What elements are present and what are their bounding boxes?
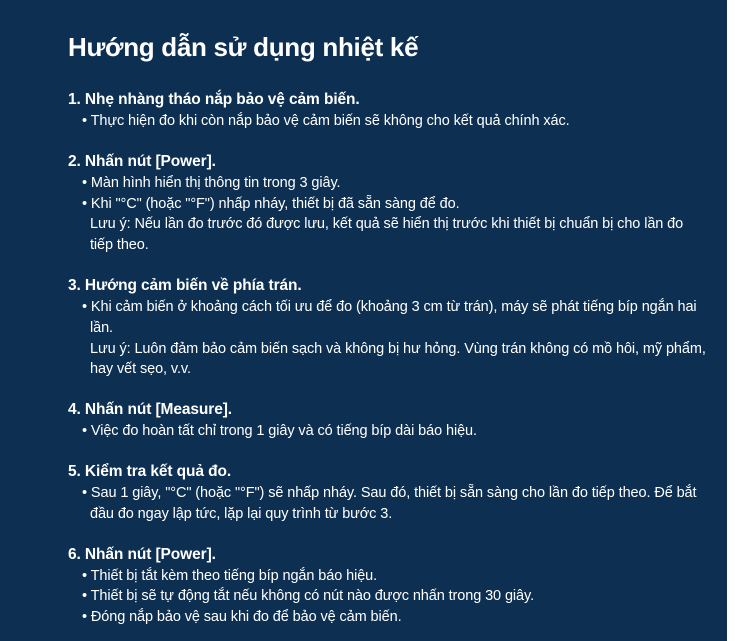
page-title: Hướng dẫn sử dụng nhiệt kế: [68, 32, 419, 62]
step-2: [68, 152, 707, 256]
step-heading: 5. Kiểm tra kết quả đo.: [68, 462, 232, 480]
step-bullet: • Thực hiện đo khi còn nắp bảo vệ cảm biến sẽ không cho kết quả chính xác.: [82, 113, 570, 129]
step-heading: 2. Nhấn nút [Power].: [68, 152, 216, 170]
step-note: Lưu ý: Luôn đảm bảo cảm biến sạch và không bị hư hỏng. Vùng trán không có mồ hôi, mỹ phẩm, hay vết sẹo, v.v.: [90, 340, 706, 378]
step-heading: 1. Nhẹ nhàng tháo nắp bảo vệ cảm biến.: [68, 91, 360, 108]
step-3: [68, 276, 707, 380]
step-5: [68, 462, 707, 525]
step-heading: 4. Nhấn nút [Measure].: [68, 401, 233, 419]
step-bullet: • Khi "°C" (hoặc "°F") nhấp nháy, thiết bị đã sẵn sàng để đo.: [82, 195, 460, 212]
step-4: [68, 400, 707, 442]
step-note: Lưu ý: Nếu lần đo trước đó được lưu, kết quả sẽ hiển thị trước khi thiết bị chuẩn bị cho lần đo tiếp theo.: [90, 216, 684, 254]
step-bullet: • Việc đo hoàn tất chỉ trong 1 giây và có tiếng bíp dài báo hiệu.: [82, 423, 477, 440]
step-bullet: • Đóng nắp bảo vệ sau khi đo để bảo vệ cảm biến.: [82, 609, 402, 626]
step-heading: 3. Hướng cảm biến về phía trán.: [68, 276, 302, 294]
step-bullet: • Màn hình hiển thị thông tin trong 3 giây.: [82, 174, 341, 191]
step-bullet: • Khi cảm biến ở khoảng cách tối ưu để đo (khoảng 3 cm từ trán), máy sẽ phát tiếng bíp ngắn hai lần.: [82, 298, 697, 336]
step-heading: 6. Nhấn nút [Power].: [68, 545, 216, 563]
step-1: [68, 90, 707, 132]
step-bullet: • Thiết bị tắt kèm theo tiếng bíp ngắn báo hiệu.: [82, 567, 378, 584]
step-bullet: • Sau 1 giây, "°C" (hoặc "°F") sẽ nhấp nháy. Sau đó, thiết bị sẵn sàng cho lần đo tiếp theo. Để bắt đầu đo ngay lập tức, lặp lại quy trình từ bước 3.: [82, 484, 697, 522]
step-bullet: • Thiết bị sẽ tự động tắt nếu không có nút nào được nhấn trong 30 giây.: [82, 588, 535, 605]
step-6: [68, 545, 707, 628]
